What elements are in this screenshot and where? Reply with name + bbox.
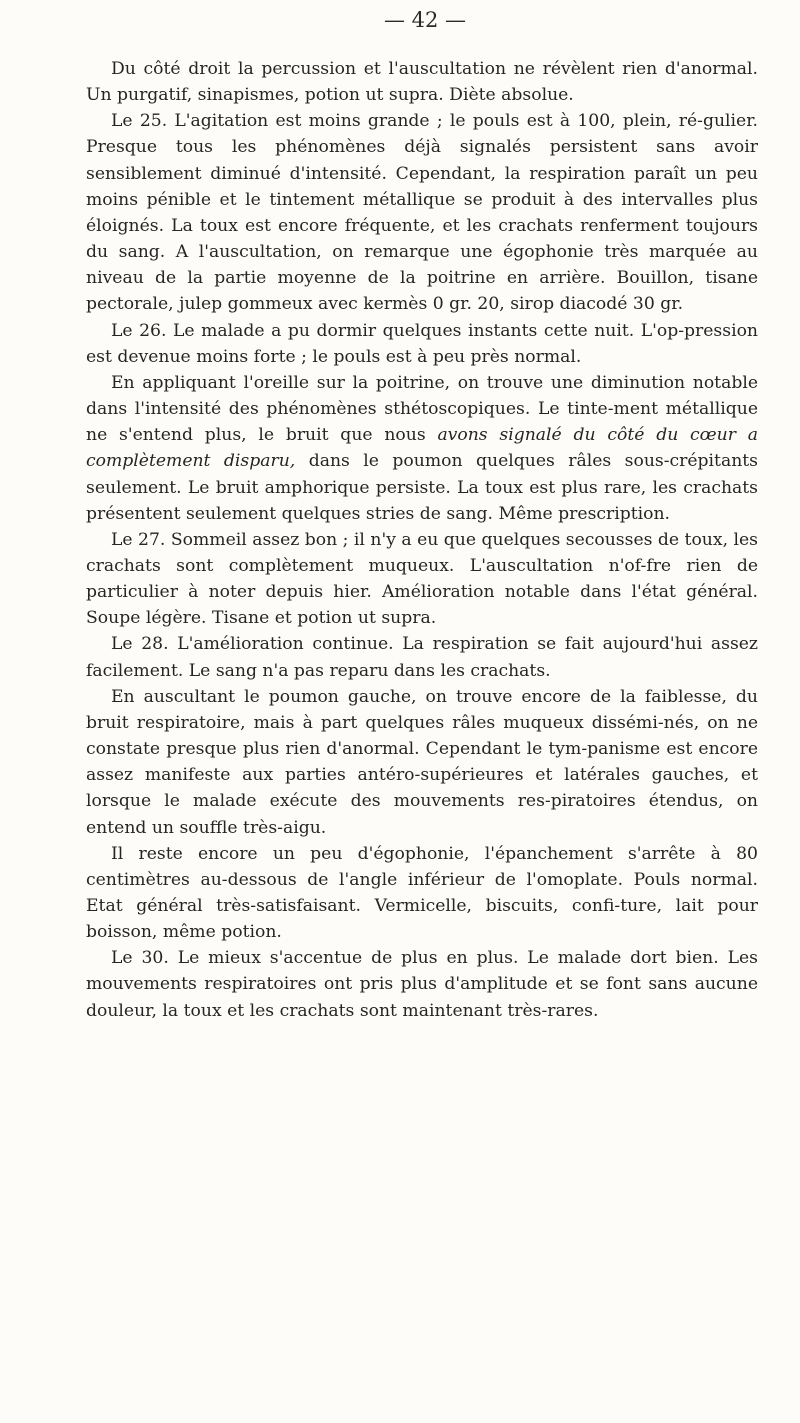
paragraph-auscultation-26 <box>86 370 758 527</box>
paragraph-day-30: Le 30. Le mieux s'accentue de plus en plus. Le malade dort bien. Les mouvements respiratoires ont pris plus d'amplitude et se font sans aucune douleur, la toux et les crachats sont maintenant très-rares. <box>86 948 758 1021</box>
paragraph-day-26: Le 26. Le malade a pu dormir quelques instants cette nuit. L'op-pression est devenue moins forte ; le pouls est à peu près normal. <box>86 320 758 367</box>
paragraph-left-lung: En auscultant le poumon gauche, on trouve encore de la faiblesse, du bruit respiratoire, mais à part quelques râles muqueux dissémi-nés, on ne constate presque plus rien d'anormal. Cependant le tym-panisme est encore assez manifeste aux parties antéro-supérieures et latérales gauches, et lorsque le malade exécute des mouvements res-piratoires étendus, on entend un souffle très-aigu. <box>86 686 758 838</box>
italic-emphasis: avons signalé du côté du cœur a complètement disparu, <box>86 425 758 472</box>
paragraph-day-25: Le 25. L'agitation est moins grande ; le pouls est à 100, plein, ré-gulier. Presque tous les phénomènes déjà signalés persistent sans avoir sensiblement diminué d'intensité. Cependant, la respiration paraît un peu moins pénible et le tintement métallique se produit à des intervalles plus éloignés. La toux est encore fréquente, et les crachats renferment toujours du sang. A l'auscultation, on remarque une égophonie très marquée au niveau de la partie moyenne de la poitrine en arrière. Bouillon, tisane pectorale, julep gommeux avec kermès 0 gr. 20, sirop diacodé 30 gr. <box>86 111 758 315</box>
paragraph-right-side-findings: Du côté droit la percussion et l'auscultation ne révèlent rien d'anormal. Un purgatif, sinapismes, potion ut supra. Diète absolue. <box>86 59 758 106</box>
page-number: — 42 — <box>383 8 467 32</box>
paragraph-text: En appliquant l'oreille sur la poitrine, on trouve une diminution notable dans l'intensité des phénomènes sthétoscopiques. Le tinte-ment métallique ne s'entend plus, le bruit que nous <box>86 372 758 446</box>
body-text <box>86 56 758 1024</box>
paragraph-egophony: Il reste encore un peu d'égophonie, l'épanchement s'arrête à 80 centimètres au-dessous de l'angle inférieur de l'omoplate. Pouls normal. Etat général très-satisfaisant. Vermicelle, biscuits, confi-ture, lait pour boisson, même potion. <box>86 843 758 943</box>
paragraph-day-27: Le 27. Sommeil assez bon ; il n'y a eu que quelques secousses de toux, les crachats sont complètement muqueux. L'auscultation n'of-fre rien de particulier à noter depuis hier. Amélioration notable dans l'état général. Soupe légère. Tisane et potion ut supra. <box>86 529 758 629</box>
paragraph-text: dans le poumon quelques râles sous-crépitants seulement. Le bruit amphorique persiste. La toux est plus rare, les crachats présentent seulement quelques stries de sang. Même prescription. <box>86 451 759 524</box>
paragraph-day-28: Le 28. L'amélioration continue. La respiration se fait aujourd'hui assez facilement. Le sang n'a pas reparu dans les crachats. <box>86 634 758 681</box>
